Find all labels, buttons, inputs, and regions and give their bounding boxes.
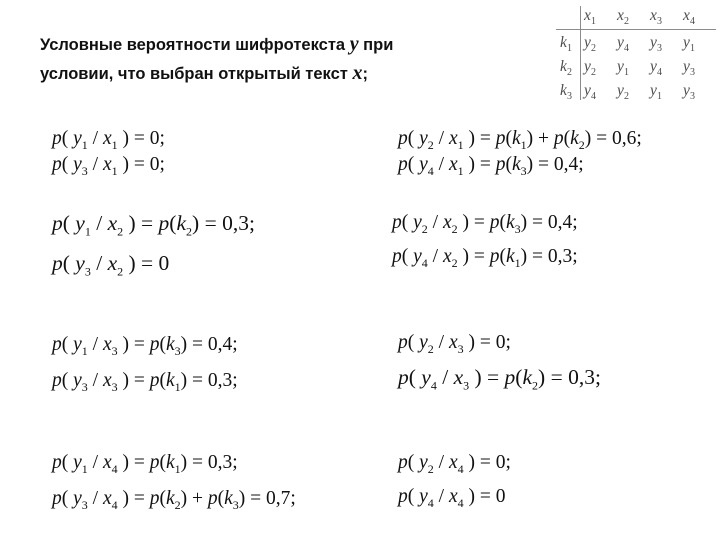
table-col-header <box>641 6 671 32</box>
eq-sub-x: 2 <box>451 221 458 236</box>
eq-slash: / <box>87 334 103 355</box>
eq-result: 0,4; <box>547 212 578 233</box>
eq-var-x: x <box>107 211 118 235</box>
eq-equals: = <box>591 128 613 149</box>
eq-func: p <box>149 370 160 391</box>
table-cell <box>674 57 704 83</box>
eq-sub-y: 3 <box>81 163 88 178</box>
eq-sub-k: 2 <box>578 137 585 152</box>
eq-var-y: y <box>419 452 428 473</box>
eq-result: 0,3; <box>547 246 578 267</box>
eq-func: p <box>52 370 62 391</box>
table-cell-var: y <box>683 58 690 75</box>
table-cell-var: y <box>683 82 690 99</box>
eq-result: 0; <box>495 332 511 353</box>
eq-paren: ( <box>505 154 512 175</box>
eq-result: 0,3; <box>222 211 255 235</box>
eq-var-y: y <box>73 452 82 473</box>
table-cell-sub: 4 <box>623 43 629 55</box>
eq-sub-x: 3 <box>463 378 470 393</box>
heading-line-2-text: условии, что выбран открытый текст <box>40 65 348 83</box>
eq-paren: ( <box>505 128 512 149</box>
table-row-key-sub: 3 <box>566 91 572 103</box>
table-cell <box>641 33 671 59</box>
eq-func: p <box>489 246 500 267</box>
table-cell-sub: 1 <box>656 91 662 103</box>
eq-func: p <box>489 212 500 233</box>
eq-var-x: x <box>102 154 112 175</box>
eq-var-y: y <box>413 212 422 233</box>
eq-var-y: y <box>73 128 82 149</box>
table-cell-sub: 3 <box>689 91 695 103</box>
eq-sub-y: 3 <box>81 379 88 394</box>
table-row-key-sub: 2 <box>566 67 572 79</box>
eq-paren: ( <box>159 452 166 473</box>
eq-func: p <box>398 332 408 353</box>
eq-slash: / <box>87 370 103 391</box>
eq-slash: / <box>427 246 443 267</box>
table-col-header-var: x <box>617 7 624 24</box>
eq-paren: ) <box>584 128 592 149</box>
eq-sub-x: 2 <box>117 224 124 239</box>
eq-sub-y: 3 <box>81 497 88 512</box>
eq-var-y: y <box>413 246 422 267</box>
eq-func: p <box>149 452 160 473</box>
eq-paren: ( <box>499 246 506 267</box>
table-cell <box>575 57 605 83</box>
heading-line-1 <box>40 30 510 59</box>
eq-equals: = <box>187 452 208 473</box>
heading-text <box>40 30 510 88</box>
eq-sub-y: 2 <box>427 137 434 152</box>
eq-func: p <box>207 488 218 509</box>
table-cell <box>641 81 671 107</box>
eq-sub-x: 3 <box>111 379 118 394</box>
eq-func: p <box>52 251 63 275</box>
table-cell-sub: 3 <box>656 43 662 55</box>
eq-func: p <box>398 154 408 175</box>
table-col-header-var: x <box>650 7 657 24</box>
eq-var-k: k <box>505 212 515 233</box>
eq-paren: ( <box>408 365 422 389</box>
eq-sub-x: 1 <box>457 137 464 152</box>
equation <box>52 448 238 484</box>
eq-sub-x: 1 <box>111 163 118 178</box>
eq-sub-y: 2 <box>427 461 434 476</box>
equation <box>398 362 601 400</box>
table-cell-sub: 2 <box>590 43 596 55</box>
eq-var-y: y <box>73 370 82 391</box>
eq-var-k: k <box>224 488 233 509</box>
eq-func: p <box>398 128 408 149</box>
eq-func: p <box>52 128 62 149</box>
eq-paren: ( <box>217 488 225 509</box>
eq-var-x: x <box>448 332 458 353</box>
eq-equals: ) = <box>117 452 150 473</box>
eq-slash: / <box>436 365 454 389</box>
eq-equals: ) = <box>117 154 150 175</box>
eq-result: 0,4; <box>553 154 584 175</box>
eq-paren: ) <box>526 128 534 149</box>
table-cell-sub: 2 <box>590 67 596 79</box>
table-cell-sub: 2 <box>623 91 629 103</box>
table-cell <box>674 33 704 59</box>
eq-equals: ) = <box>463 154 496 175</box>
eq-func: p <box>398 486 408 507</box>
eq-equals: ) = <box>469 365 505 389</box>
eq-equals: = <box>545 365 569 389</box>
equation <box>392 242 578 278</box>
eq-paren: ) <box>180 334 188 355</box>
eq-paren: ) <box>180 452 188 473</box>
eq-equals: ) = <box>117 128 150 149</box>
eq-paren: ( <box>407 332 420 353</box>
eq-sub-x: 2 <box>117 264 124 279</box>
eq-func: p <box>52 211 63 235</box>
eq-sub-k: 1 <box>174 379 181 394</box>
eq-plus: + <box>533 128 554 149</box>
equation <box>52 366 238 402</box>
eq-func: p <box>392 212 402 233</box>
eq-paren: ) <box>526 154 534 175</box>
eq-sub-y: 4 <box>427 163 434 178</box>
eq-equals: ) = <box>463 486 496 507</box>
table-cell-var: y <box>650 58 657 75</box>
equation <box>52 484 296 520</box>
eq-slash: / <box>433 332 449 353</box>
eq-equals: = <box>199 211 223 235</box>
eq-func: p <box>158 211 170 235</box>
table-cell <box>608 33 638 59</box>
eq-func: p <box>149 488 160 509</box>
eq-slash: / <box>433 486 449 507</box>
table-cell-var: y <box>683 34 690 51</box>
eq-equals: ) = <box>463 128 496 149</box>
table-col-header <box>674 6 704 32</box>
eq-var-x: x <box>442 246 452 267</box>
eq-equals: ) = <box>457 246 490 267</box>
eq-sub-y: 2 <box>427 341 434 356</box>
eq-var-y: y <box>419 128 428 149</box>
eq-result: 0; <box>495 452 511 473</box>
eq-sub-y: 1 <box>81 343 88 358</box>
eq-var-y: y <box>419 332 428 353</box>
eq-var-k: k <box>165 452 175 473</box>
eq-equals: = <box>245 488 267 509</box>
table-cell-var: y <box>650 34 657 51</box>
eq-slash: / <box>433 452 449 473</box>
eq-var-y: y <box>419 486 428 507</box>
eq-paren: ( <box>499 212 506 233</box>
eq-sub-k: 2 <box>532 378 539 393</box>
eq-var-y: y <box>73 154 82 175</box>
eq-var-k: k <box>165 488 175 509</box>
eq-sub-x: 3 <box>111 343 118 358</box>
heading-line-2-end: ; <box>362 65 368 83</box>
table-col-header-sub: 4 <box>689 16 695 28</box>
heading-line-2 <box>40 59 510 88</box>
eq-sub-y: 4 <box>427 495 434 510</box>
eq-result: 0,6; <box>612 128 642 149</box>
eq-equals: = <box>527 212 548 233</box>
table-cell-var: y <box>584 58 591 75</box>
eq-var-x: x <box>442 212 452 233</box>
table-cell-var: y <box>617 82 624 99</box>
eq-var-k: k <box>165 370 175 391</box>
eq-paren: ) <box>538 365 546 389</box>
eq-slash: / <box>87 128 103 149</box>
table-col-header-var: x <box>584 7 591 24</box>
table-cell <box>575 33 605 59</box>
eq-slash: / <box>87 488 103 509</box>
eq-func: p <box>504 365 516 389</box>
equation <box>52 248 169 286</box>
eq-sub-x: 1 <box>111 137 118 152</box>
eq-var-k: k <box>570 128 579 149</box>
eq-paren: ) <box>520 246 528 267</box>
eq-result: 0,3; <box>568 365 601 389</box>
eq-paren: ) <box>180 370 188 391</box>
table-cell-var: y <box>650 82 657 99</box>
eq-paren: ( <box>407 128 420 149</box>
heading-line-1-text: Условные вероятности шифротекста <box>40 36 346 54</box>
table-col-header <box>608 6 638 32</box>
equation <box>392 208 578 244</box>
eq-sub-k: 1 <box>514 255 521 270</box>
eq-sub-k: 3 <box>514 221 521 236</box>
eq-sub-x: 3 <box>457 341 464 356</box>
eq-var-y: y <box>73 334 82 355</box>
eq-equals: = <box>533 154 554 175</box>
eq-result: 0 <box>495 486 506 507</box>
table-row-key-var: k <box>560 82 567 99</box>
eq-paren: ( <box>515 365 523 389</box>
eq-paren: ) <box>238 488 246 509</box>
eq-result: 0,4; <box>207 334 238 355</box>
eq-var-k: k <box>522 365 533 389</box>
eq-var-x: x <box>448 452 458 473</box>
eq-paren: ( <box>407 486 420 507</box>
table-cell <box>575 81 605 107</box>
eq-sub-x: 4 <box>111 497 118 512</box>
eq-paren: ) <box>180 488 188 509</box>
eq-func: p <box>149 334 160 355</box>
eq-equals: ) = <box>123 211 159 235</box>
eq-func: p <box>52 488 62 509</box>
eq-paren: ( <box>61 488 74 509</box>
eq-var-k: k <box>165 334 175 355</box>
eq-var-x: x <box>102 370 112 391</box>
eq-func: p <box>398 365 409 389</box>
eq-paren: ( <box>401 212 414 233</box>
table-cell <box>641 57 671 83</box>
eq-paren: ( <box>159 334 166 355</box>
table-cell-sub: 4 <box>590 91 596 103</box>
eq-equals: = <box>187 334 208 355</box>
table-col-header-sub: 2 <box>623 16 629 28</box>
table-cell-var: y <box>617 58 624 75</box>
table-cell-var: y <box>584 34 591 51</box>
eq-sub-y: 3 <box>84 264 91 279</box>
eq-equals: = <box>527 246 548 267</box>
table-cell-sub: 1 <box>689 43 695 55</box>
eq-paren: ( <box>169 211 177 235</box>
cipher-table <box>552 2 718 103</box>
eq-sub-k: 2 <box>186 224 193 239</box>
eq-sub-x: 4 <box>457 461 464 476</box>
eq-result: 0,7; <box>266 488 296 509</box>
eq-sub-y: 1 <box>81 137 88 152</box>
eq-sub-k: 3 <box>520 163 527 178</box>
eq-sub-k: 1 <box>174 461 181 476</box>
eq-sub-x: 1 <box>457 163 464 178</box>
eq-var-x: x <box>448 154 458 175</box>
eq-sub-y: 1 <box>81 461 88 476</box>
eq-paren: ( <box>401 246 414 267</box>
eq-equals: ) = <box>117 370 150 391</box>
eq-var-x: x <box>448 486 458 507</box>
eq-plus: + <box>187 488 208 509</box>
eq-func: p <box>52 334 62 355</box>
table-cell-sub: 1 <box>623 67 629 79</box>
eq-func: p <box>392 246 402 267</box>
heading-line-1-end: при <box>363 36 394 54</box>
table-cell <box>608 57 638 83</box>
heading-var-y: y <box>349 33 359 55</box>
eq-func: p <box>495 154 506 175</box>
eq-equals: ) = <box>117 488 150 509</box>
eq-paren: ( <box>563 128 571 149</box>
eq-paren: ( <box>407 452 420 473</box>
table-cell-var: y <box>617 34 624 51</box>
eq-var-y: y <box>75 211 85 235</box>
table-row-key-var: k <box>560 34 567 51</box>
eq-equals: ) = <box>123 251 159 275</box>
eq-sub-k: 3 <box>174 343 181 358</box>
equation <box>52 150 165 186</box>
eq-equals: = <box>187 370 208 391</box>
eq-func: p <box>52 452 62 473</box>
table-col-header-sub: 1 <box>590 16 596 28</box>
table-cell <box>674 81 704 107</box>
eq-var-k: k <box>176 211 187 235</box>
eq-slash: / <box>87 452 103 473</box>
equation <box>52 208 255 246</box>
eq-sub-y: 4 <box>430 378 437 393</box>
eq-func: p <box>398 452 408 473</box>
eq-sub-k: 1 <box>520 137 527 152</box>
eq-paren: ( <box>61 370 74 391</box>
heading-var-x: x <box>352 62 363 84</box>
eq-equals: ) = <box>457 212 490 233</box>
equation <box>52 330 238 366</box>
table-col-header-var: x <box>683 7 690 24</box>
table-cell <box>608 81 638 107</box>
eq-var-k: k <box>511 154 521 175</box>
eq-result: 0,3; <box>207 452 238 473</box>
eq-paren: ( <box>159 370 166 391</box>
eq-sub-y: 2 <box>421 221 428 236</box>
table-col-header-sub: 3 <box>656 16 662 28</box>
eq-paren: ) <box>520 212 528 233</box>
eq-paren: ( <box>407 154 420 175</box>
eq-var-x: x <box>453 365 464 389</box>
equation <box>398 482 505 518</box>
eq-var-k: k <box>511 128 521 149</box>
eq-sub-y: 4 <box>421 255 428 270</box>
eq-paren: ( <box>62 251 76 275</box>
equation <box>398 328 511 364</box>
eq-slash: / <box>90 211 108 235</box>
eq-var-x: x <box>102 452 112 473</box>
eq-paren: ) <box>192 211 200 235</box>
eq-slash: / <box>87 154 103 175</box>
eq-var-x: x <box>107 251 118 275</box>
eq-result: 0,3; <box>207 370 238 391</box>
eq-paren: ( <box>61 452 74 473</box>
eq-equals: ) = <box>463 452 496 473</box>
eq-paren: ( <box>62 211 76 235</box>
eq-paren: ( <box>61 334 74 355</box>
eq-result: 0; <box>149 128 165 149</box>
eq-var-x: x <box>102 334 112 355</box>
eq-var-k: k <box>505 246 515 267</box>
eq-var-y: y <box>421 365 431 389</box>
eq-func: p <box>553 128 564 149</box>
eq-slash: / <box>427 212 443 233</box>
eq-paren: ( <box>61 154 74 175</box>
eq-equals: ) = <box>117 334 150 355</box>
eq-var-x: x <box>448 128 458 149</box>
table-row-key-var: k <box>560 58 567 75</box>
equation <box>398 150 584 186</box>
eq-paren: ( <box>61 128 74 149</box>
eq-var-y: y <box>419 154 428 175</box>
table-row-key-sub: 1 <box>566 43 572 55</box>
eq-paren: ( <box>159 488 166 509</box>
eq-slash: / <box>90 251 108 275</box>
eq-result: 0; <box>149 154 165 175</box>
eq-equals: ) = <box>463 332 496 353</box>
table-cell-sub: 3 <box>689 67 695 79</box>
eq-var-x: x <box>102 488 112 509</box>
eq-sub-k: 3 <box>232 497 239 512</box>
eq-sub-x: 2 <box>451 255 458 270</box>
equation <box>398 448 511 484</box>
eq-slash: / <box>433 128 449 149</box>
eq-var-x: x <box>102 128 112 149</box>
eq-var-y: y <box>73 488 82 509</box>
table-col-header <box>575 6 605 32</box>
eq-var-y: y <box>75 251 85 275</box>
eq-func: p <box>495 128 506 149</box>
table-cell-sub: 4 <box>656 67 662 79</box>
eq-sub-x: 4 <box>457 495 464 510</box>
eq-func: p <box>52 154 62 175</box>
eq-slash: / <box>433 154 449 175</box>
eq-sub-x: 4 <box>111 461 118 476</box>
eq-result: 0 <box>158 251 170 275</box>
eq-sub-k: 2 <box>174 497 181 512</box>
table-cell-var: y <box>584 82 591 99</box>
eq-sub-y: 1 <box>84 224 91 239</box>
